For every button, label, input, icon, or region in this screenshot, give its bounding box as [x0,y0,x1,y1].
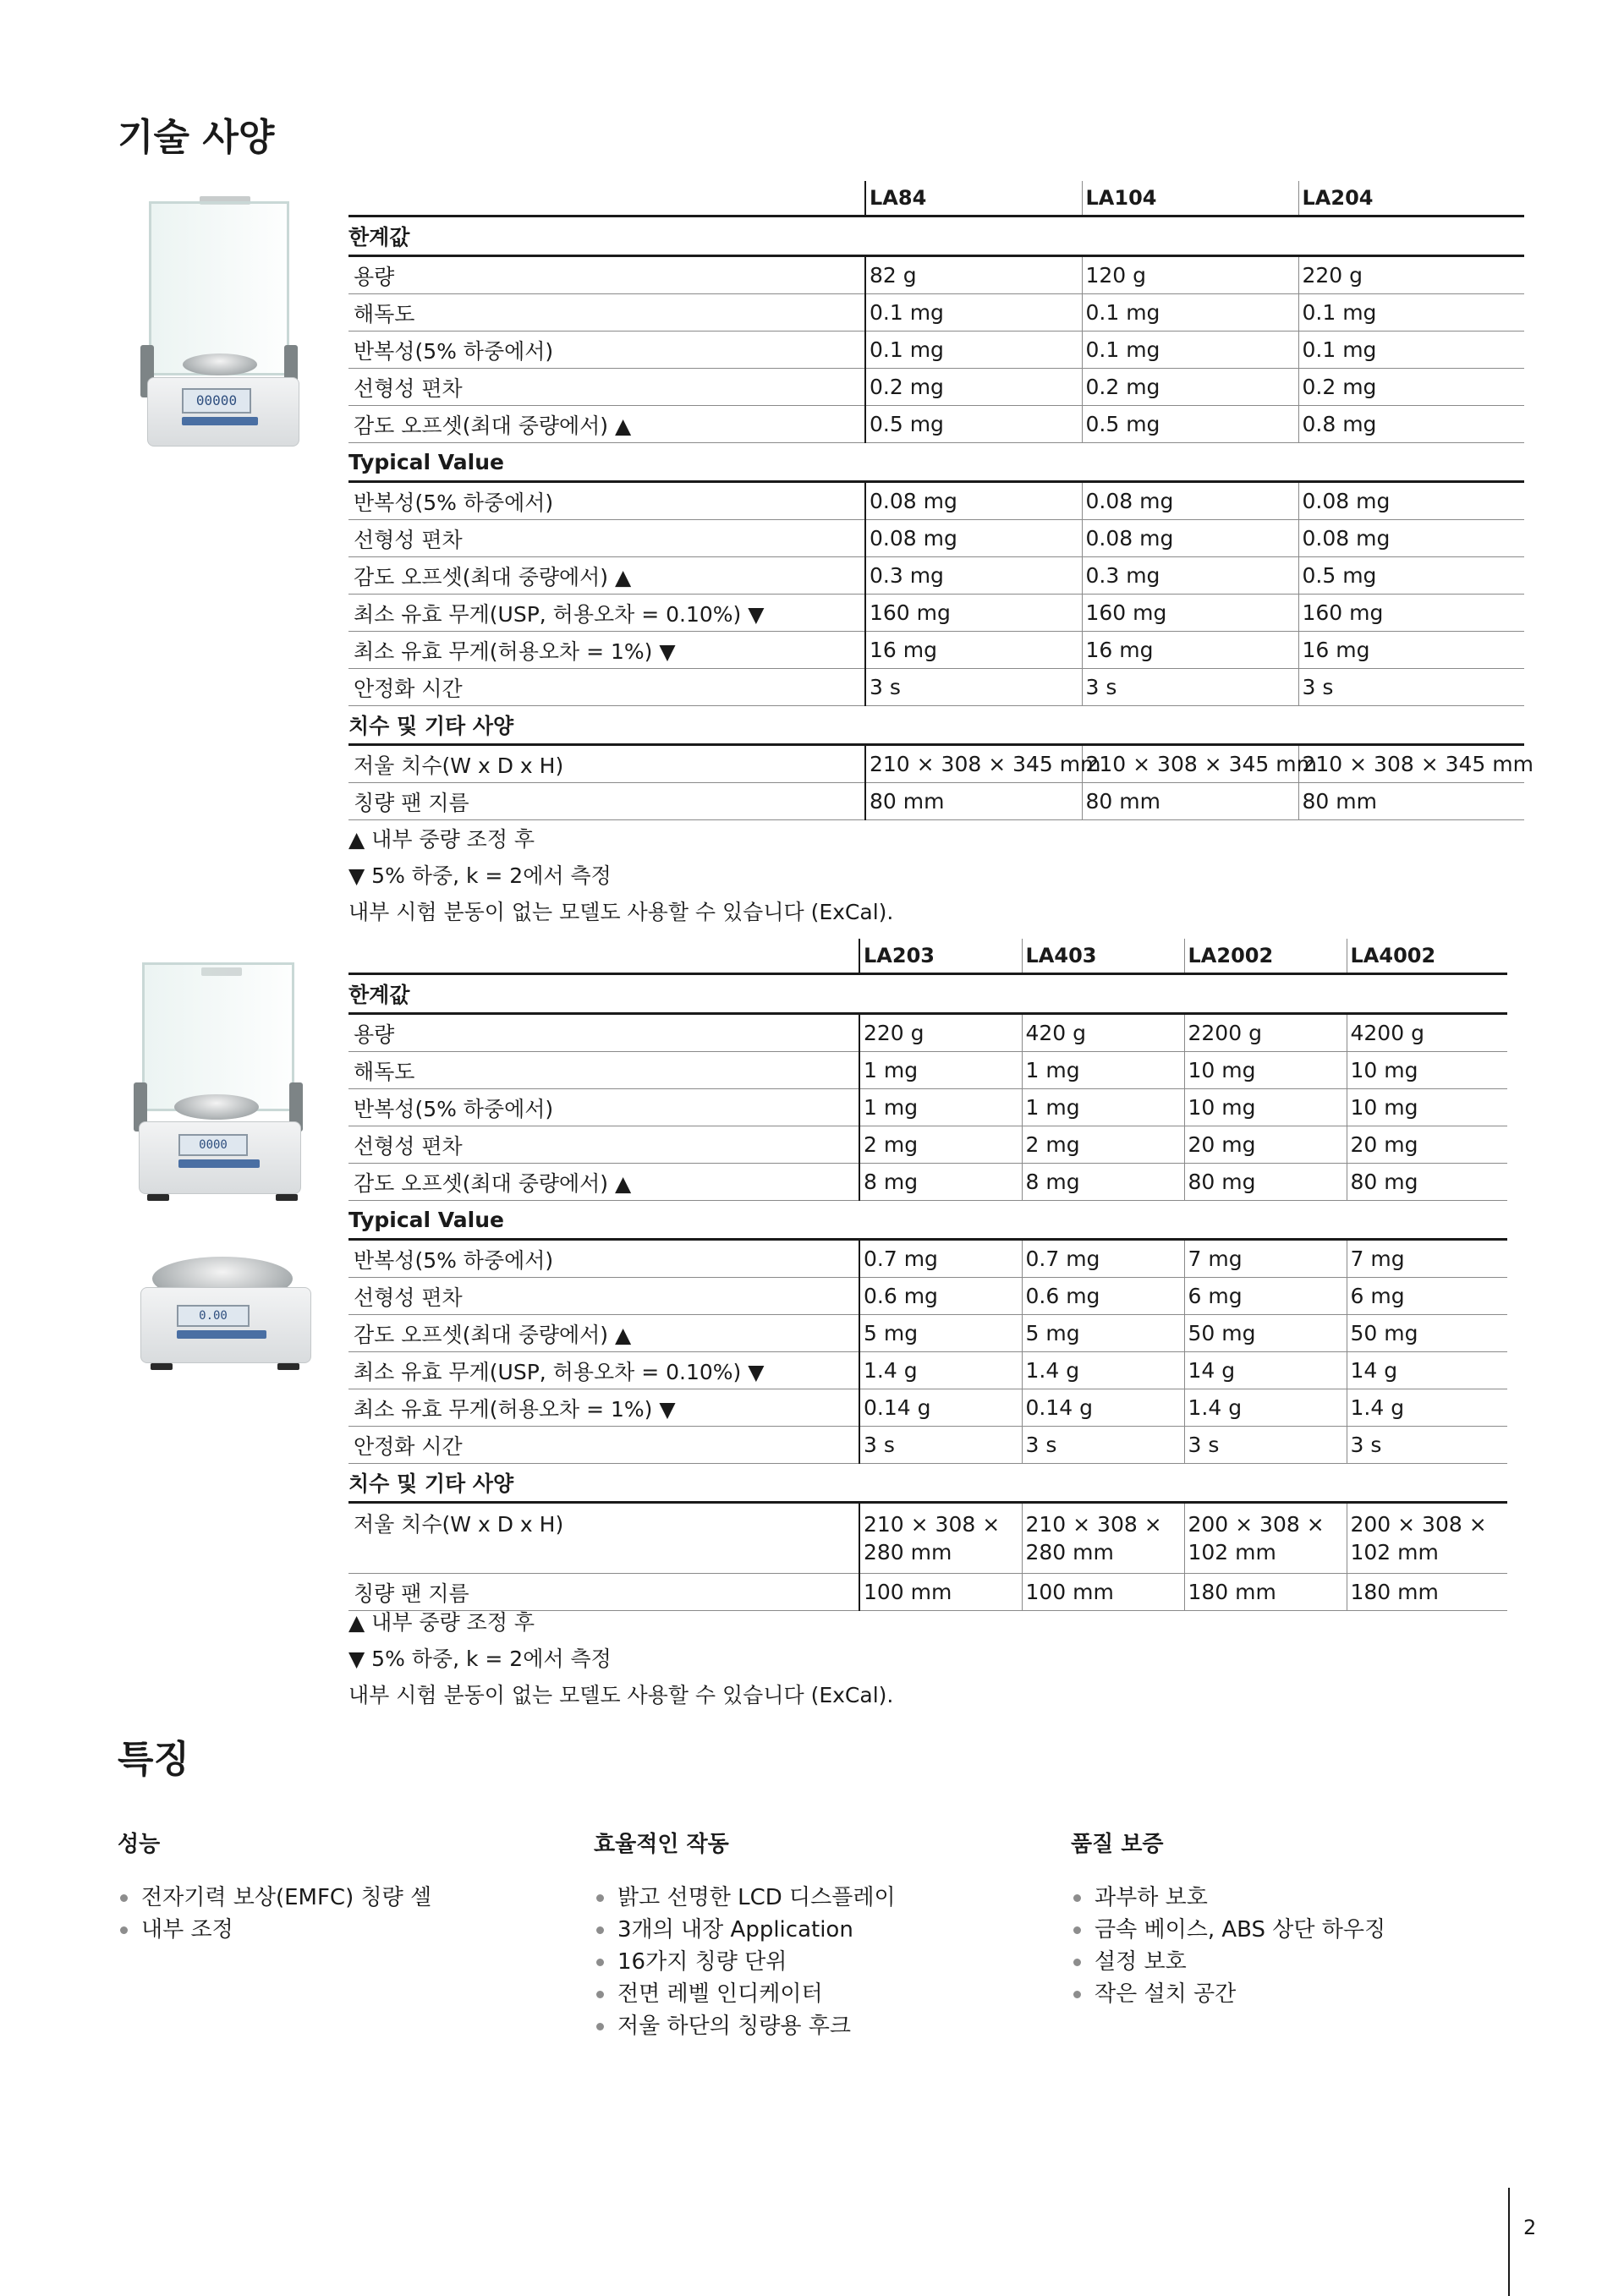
spec-value: 0.14 g [1022,1389,1184,1427]
spec-value: 0.08 mg [1082,482,1298,520]
product-image-precision-balance-draftshield [132,956,326,1226]
spec-value: 0.08 mg [1298,482,1524,520]
spec-value: 3 s [865,669,1082,706]
spec-row [348,1352,1507,1389]
spec-value: 6 mg [1347,1278,1507,1315]
spec-value: 0.2 mg [1298,369,1524,406]
feature-column-quality [1071,1827,1511,2010]
feature-item: 내부 조정 [118,1914,557,1946]
feature-column-performance [118,1827,557,1946]
spec-value: 2200 g [1184,1014,1347,1052]
spec-value: 1.4 g [1347,1389,1507,1427]
spec-value: 210 × 308 × 280 mm [859,1503,1022,1574]
footnote-measurement: ▼ 5% 하중, k = 2에서 측정 [348,863,612,888]
spec-label: 반복성(5% 하중에서) [348,482,865,520]
spec-value: 10 mg [1347,1052,1507,1089]
footnote-excal: 내부 시험 분동이 없는 모델도 사용할 수 있습니다 (ExCal). [348,900,894,924]
spec-value: 200 × 308 × 102 mm [1347,1503,1507,1574]
spec-label: 선형성 편차 [348,1278,859,1315]
spec-value: 220 g [1298,256,1524,294]
spec-value: 1 mg [1022,1052,1184,1089]
spec-value: 82 g [865,256,1082,294]
spec-value: 160 mg [865,595,1082,632]
spec-value: 80 mg [1184,1164,1347,1201]
spec-label: 감도 오프셋(최대 중량에서) ▲ [348,1164,859,1201]
spec-value: 220 g [859,1014,1022,1052]
spec-row [348,332,1524,369]
spec-value: 0.08 mg [865,482,1082,520]
section-heading-dimensions: 치수 및 기타 사양 [348,1464,1507,1503]
spec-value: 1.4 g [1022,1352,1184,1389]
spec-value: 1.4 g [859,1352,1022,1389]
spec-value: 160 mg [1082,595,1298,632]
spec-value: 0.3 mg [865,557,1082,595]
section-title-specs: 기술 사양 [118,116,275,159]
spec-value: 3 s [1184,1427,1347,1464]
spec-value: 16 mg [1298,632,1524,669]
model-name: LA84 [865,181,1082,216]
product-image-analytical-balance [140,193,326,480]
feature-heading: 효율적인 작동 [594,1832,729,1857]
product-lcd-display: 0.00 [177,1305,250,1327]
spec-row [348,669,1524,706]
table-footnotes [348,821,893,930]
spec-row [348,1164,1507,1201]
spec-value: 20 mg [1184,1126,1347,1164]
spec-table-la203-la4002 [348,939,1507,1611]
feature-item: 작은 설치 공간 [1071,1978,1511,2010]
spec-label: 반복성(5% 하중에서) [348,332,865,369]
spec-value: 16 mg [1082,632,1298,669]
model-name: LA2002 [1184,939,1347,974]
spec-label: 저울 치수(W x D x H) [348,745,865,783]
spec-row [348,632,1524,669]
spec-label: 칭량 팬 지름 [348,783,865,820]
spec-row [348,1052,1507,1089]
spec-value: 0.1 mg [1082,332,1298,369]
spec-value: 180 mm [1347,1574,1507,1611]
spec-label: 저울 치수(W x D x H) [348,1503,859,1574]
spec-table-la84-la204 [348,181,1533,820]
spec-value: 0.2 mg [865,369,1082,406]
page-number-divider [1508,2188,1510,2296]
feature-column-efficiency [594,1827,1034,2042]
spec-label: 안정화 시간 [348,669,865,706]
spec-value: 420 g [1022,1014,1184,1052]
spec-value: 2 mg [1022,1126,1184,1164]
footnote-excal: 내부 시험 분동이 없는 모델도 사용할 수 있습니다 (ExCal). [348,1683,894,1707]
feature-item: 16가지 칭량 단위 [594,1946,1034,1978]
spec-value: 0.08 mg [865,520,1082,557]
spec-row [348,1126,1507,1164]
spec-label: 감도 오프셋(최대 중량에서) ▲ [348,557,865,595]
spec-value: 0.1 mg [1298,294,1524,332]
spec-label: 선형성 편차 [348,520,865,557]
spec-value: 1 mg [859,1052,1022,1089]
spec-row [348,1278,1507,1315]
spec-label: 용량 [348,1014,859,1052]
spec-value: 0.6 mg [859,1278,1022,1315]
spec-row [348,745,1524,783]
spec-label: 선형성 편차 [348,369,865,406]
section-heading-typical: Typical Value [348,443,1524,482]
spec-label: 선형성 편차 [348,1126,859,1164]
spec-label: 용량 [348,256,865,294]
spec-value: 3 s [1022,1427,1184,1464]
spec-label: 칭량 팬 지름 [348,1574,859,1611]
spec-value: 20 mg [1347,1126,1507,1164]
model-name: LA204 [1298,181,1524,216]
feature-heading: 성능 [118,1832,161,1857]
spec-value: 6 mg [1184,1278,1347,1315]
feature-heading: 품질 보증 [1071,1832,1164,1857]
spec-row [348,369,1524,406]
spec-value: 5 mg [1022,1315,1184,1352]
spec-value: 10 mg [1347,1089,1507,1126]
feature-item: 밝고 선명한 LCD 디스플레이 [594,1882,1034,1914]
model-name: LA203 [859,939,1022,974]
spec-value: 0.7 mg [859,1240,1022,1278]
spec-row [348,1014,1507,1052]
spec-value: 180 mm [1184,1574,1347,1611]
section-heading-limits: 한계값 [348,974,1507,1014]
product-lcd-display: 0000 [178,1134,248,1156]
spec-row [348,1315,1507,1352]
spec-value: 0.1 mg [1298,332,1524,369]
table-footnotes [348,1604,893,1713]
spec-row [348,595,1524,632]
spec-row [348,1389,1507,1427]
section-heading-typical: Typical Value [348,1201,1507,1240]
spec-value: 0.7 mg [1022,1240,1184,1278]
model-name: LA403 [1022,939,1184,974]
spec-value: 160 mg [1298,595,1524,632]
spec-value: 80 mm [865,783,1082,820]
spec-value: 2 mg [859,1126,1022,1164]
spec-value: 4200 g [1347,1014,1507,1052]
spec-value: 14 g [1184,1352,1347,1389]
spec-value: 0.5 mg [865,406,1082,443]
spec-value: 120 g [1082,256,1298,294]
spec-value: 1.4 g [1184,1389,1347,1427]
model-header-row [348,939,1507,974]
spec-value: 80 mm [1082,783,1298,820]
spec-row [348,783,1524,820]
spec-value: 16 mg [865,632,1082,669]
spec-label: 안정화 시간 [348,1427,859,1464]
spec-row [348,557,1524,595]
page-number: 2 [1523,2216,1537,2239]
spec-value: 200 × 308 × 102 mm [1184,1503,1347,1574]
section-title-features: 특징 [118,1738,190,1781]
feature-item: 설정 보호 [1071,1946,1511,1978]
spec-row [348,294,1524,332]
feature-item: 3개의 내장 Application [594,1914,1034,1946]
spec-value: 0.1 mg [1082,294,1298,332]
spec-label: 해독도 [348,294,865,332]
spec-row [348,482,1524,520]
spec-row [348,256,1524,294]
spec-value: 8 mg [1022,1164,1184,1201]
product-image-precision-balance-open-pan [135,1257,321,1384]
section-heading-limits: 한계값 [348,216,1524,256]
spec-value: 0.6 mg [1022,1278,1184,1315]
spec-value: 0.2 mg [1082,369,1298,406]
spec-value: 1 mg [859,1089,1022,1126]
spec-value: 100 mm [1022,1574,1184,1611]
spec-value: 14 g [1347,1352,1507,1389]
spec-value: 210 × 308 × 345 mm [1298,745,1524,783]
spec-value: 7 mg [1184,1240,1347,1278]
spec-label: 감도 오프셋(최대 중량에서) ▲ [348,1315,859,1352]
spec-value: 100 mm [859,1574,1022,1611]
spec-value: 0.1 mg [865,294,1082,332]
spec-label: 최소 유효 무게(허용오차 = 1%) ▼ [348,632,865,669]
footnote-adjustment: ▲ 내부 중량 조정 후 [348,1610,535,1635]
feature-item: 금속 베이스, ABS 상단 하우징 [1071,1914,1511,1946]
spec-label: 해독도 [348,1052,859,1089]
spec-value: 3 s [859,1427,1022,1464]
spec-value: 50 mg [1347,1315,1507,1352]
spec-value: 10 mg [1184,1089,1347,1126]
spec-value: 210 × 308 × 280 mm [1022,1503,1184,1574]
product-lcd-display: 00000 [182,388,251,414]
spec-row [348,1503,1507,1574]
spec-row [348,1089,1507,1126]
feature-item: 전자기력 보상(EMFC) 칭량 셀 [118,1882,557,1914]
spec-row [348,520,1524,557]
spec-value: 0.08 mg [1082,520,1298,557]
spec-value: 8 mg [859,1164,1022,1201]
section-heading-dimensions: 치수 및 기타 사양 [348,706,1524,745]
spec-value: 0.5 mg [1082,406,1298,443]
footnote-adjustment: ▲ 내부 중량 조정 후 [348,827,535,852]
spec-value: 80 mg [1347,1164,1507,1201]
spec-label: 감도 오프셋(최대 중량에서) ▲ [348,406,865,443]
spec-value: 7 mg [1347,1240,1507,1278]
spec-value: 3 s [1082,669,1298,706]
feature-item: 과부하 보호 [1071,1882,1511,1914]
spec-value: 210 × 308 × 345 mm [865,745,1082,783]
model-name: LA104 [1082,181,1298,216]
spec-row [348,1427,1507,1464]
spec-value: 0.3 mg [1082,557,1298,595]
spec-label: 반복성(5% 하중에서) [348,1240,859,1278]
spec-value: 0.1 mg [865,332,1082,369]
spec-value: 5 mg [859,1315,1022,1352]
spec-value: 3 s [1347,1427,1507,1464]
spec-value: 1 mg [1022,1089,1184,1126]
feature-item: 저울 하단의 칭량용 후크 [594,2010,1034,2042]
spec-label: 반복성(5% 하중에서) [348,1089,859,1126]
footnote-measurement: ▼ 5% 하중, k = 2에서 측정 [348,1647,612,1671]
model-header-row [348,181,1524,216]
spec-label: 최소 유효 무게(허용오차 = 1%) ▼ [348,1389,859,1427]
spec-label: 최소 유효 무게(USP, 허용오차 = 0.10%) ▼ [348,1352,859,1389]
spec-row [348,1240,1507,1278]
spec-value: 3 s [1298,669,1524,706]
spec-value: 50 mg [1184,1315,1347,1352]
spec-value: 80 mm [1298,783,1524,820]
spec-value: 210 × 308 × 345 mm [1082,745,1298,783]
spec-value: 10 mg [1184,1052,1347,1089]
spec-label: 최소 유효 무게(USP, 허용오차 = 0.10%) ▼ [348,595,865,632]
spec-value: 0.8 mg [1298,406,1524,443]
feature-item: 전면 레벨 인디케이터 [594,1978,1034,2010]
spec-value: 0.5 mg [1298,557,1524,595]
model-name: LA4002 [1347,939,1507,974]
spec-row [348,406,1524,443]
spec-value: 0.14 g [859,1389,1022,1427]
spec-value: 0.08 mg [1298,520,1524,557]
